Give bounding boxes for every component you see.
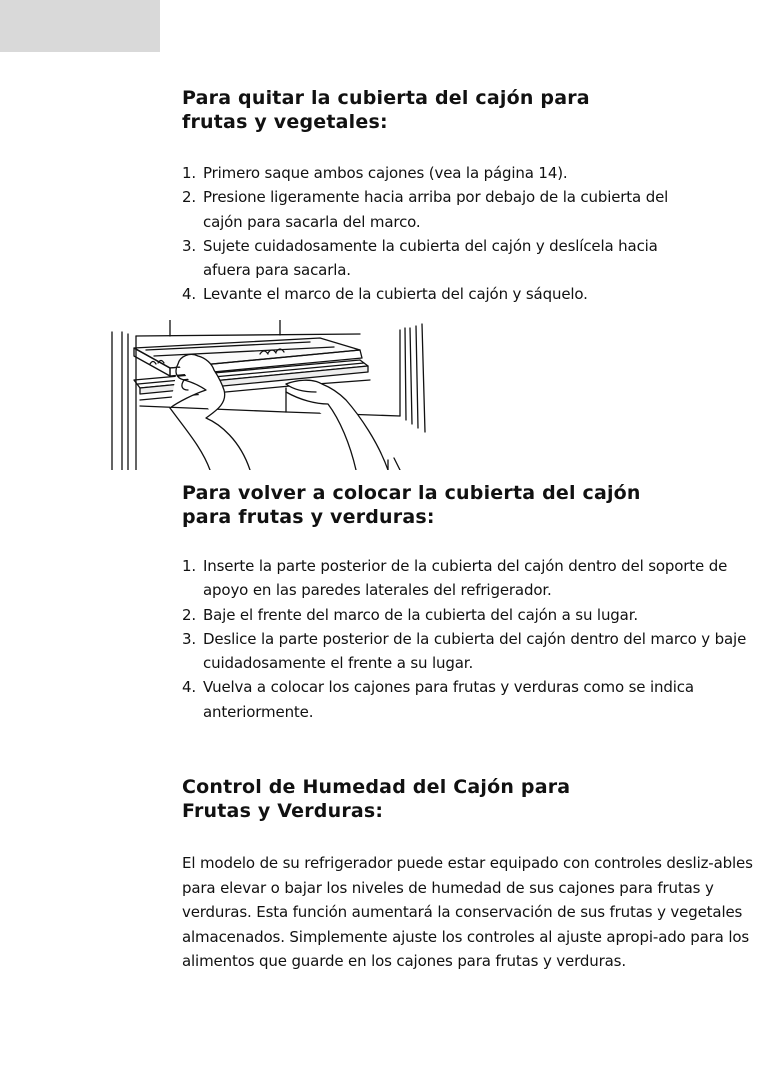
- list-item: [182, 234, 682, 283]
- step-text: Primero saque ambos cajones (vea la página 14).: [203, 164, 568, 182]
- list-item: [182, 627, 757, 676]
- step-number: 4.: [182, 285, 197, 304]
- step-number: 1.: [182, 557, 197, 575]
- step-number: 2.: [182, 605, 197, 624]
- left-wall: [112, 332, 136, 470]
- step-text: Deslice la parte posterior de la cubierta del cajón dentro del marco y baje cuidadosamente el frente a su lugar.: [203, 629, 747, 673]
- step-text: Presione ligeramente hacia arriba por debajo de la cubierta del cajón para sacarla del marco.: [203, 188, 669, 231]
- crisper-cover-removal-illustration: [110, 320, 430, 470]
- floor-corner: [388, 458, 400, 470]
- list-item: [182, 603, 757, 627]
- step-number: 2.: [182, 188, 197, 207]
- step-text: Sujete cuidadosamente la cubierta del cajón y deslícela hacia afuera para sacarla.: [203, 236, 658, 280]
- page-corner-tab: [0, 0, 160, 52]
- step-number: 1.: [182, 164, 197, 182]
- step-text: Vuelva a colocar los cajones para frutas y verduras como se indica anteriormente.: [203, 678, 694, 721]
- heading-remove-crisper-cover: [182, 86, 590, 134]
- heading-line: Para quitar la cubierta del cajón para: [182, 87, 590, 109]
- heading-line: frutas y vegetales:: [182, 111, 388, 133]
- heading-line: Frutas y Verduras:: [182, 800, 384, 822]
- left-hand: [170, 354, 250, 470]
- right-hand: [286, 380, 388, 470]
- right-wall: [400, 324, 425, 432]
- step-number: 4.: [182, 678, 197, 697]
- list-item: [182, 185, 682, 234]
- step-number: 3.: [182, 236, 197, 255]
- heading-replace-crisper-cover: [182, 481, 641, 529]
- remove-steps-list: [182, 161, 682, 307]
- list-item: [182, 282, 682, 306]
- list-item: [182, 554, 757, 603]
- step-text: Inserte la parte posterior de la cubierta del cajón dentro del soporte de apoyo en las paredes laterales del refrigerador.: [203, 557, 728, 600]
- step-text: Levante el marco de la cubierta del cajón y sáquelo.: [203, 285, 588, 304]
- back-shelf: [136, 320, 360, 336]
- list-item: [182, 675, 757, 724]
- step-text: Baje el frente del marco de la cubierta del cajón a su lugar.: [203, 605, 638, 624]
- step-number: 3.: [182, 629, 197, 648]
- heading-humidity-control: [182, 775, 570, 823]
- list-item: [182, 161, 682, 185]
- heading-line: para frutas y verduras:: [182, 506, 435, 528]
- heading-line: Control de Humedad del Cajón para: [182, 776, 571, 798]
- humidity-control-paragraph: El modelo de su refrigerador puede estar equipado con controles desliz-ables para elevar o bajar los niveles de humedad de sus cajones para frutas y verduras. Esta función aumentará la conservación de sus frutas y vegetales almacenados. Simplemente ajuste los controles al ajuste apropi-ado para los alimentos que guarde en los cajones para frutas y verduras.: [182, 854, 753, 970]
- heading-line: Para volver a colocar la cubierta del cajón: [182, 482, 641, 504]
- replace-steps-list: [182, 554, 757, 724]
